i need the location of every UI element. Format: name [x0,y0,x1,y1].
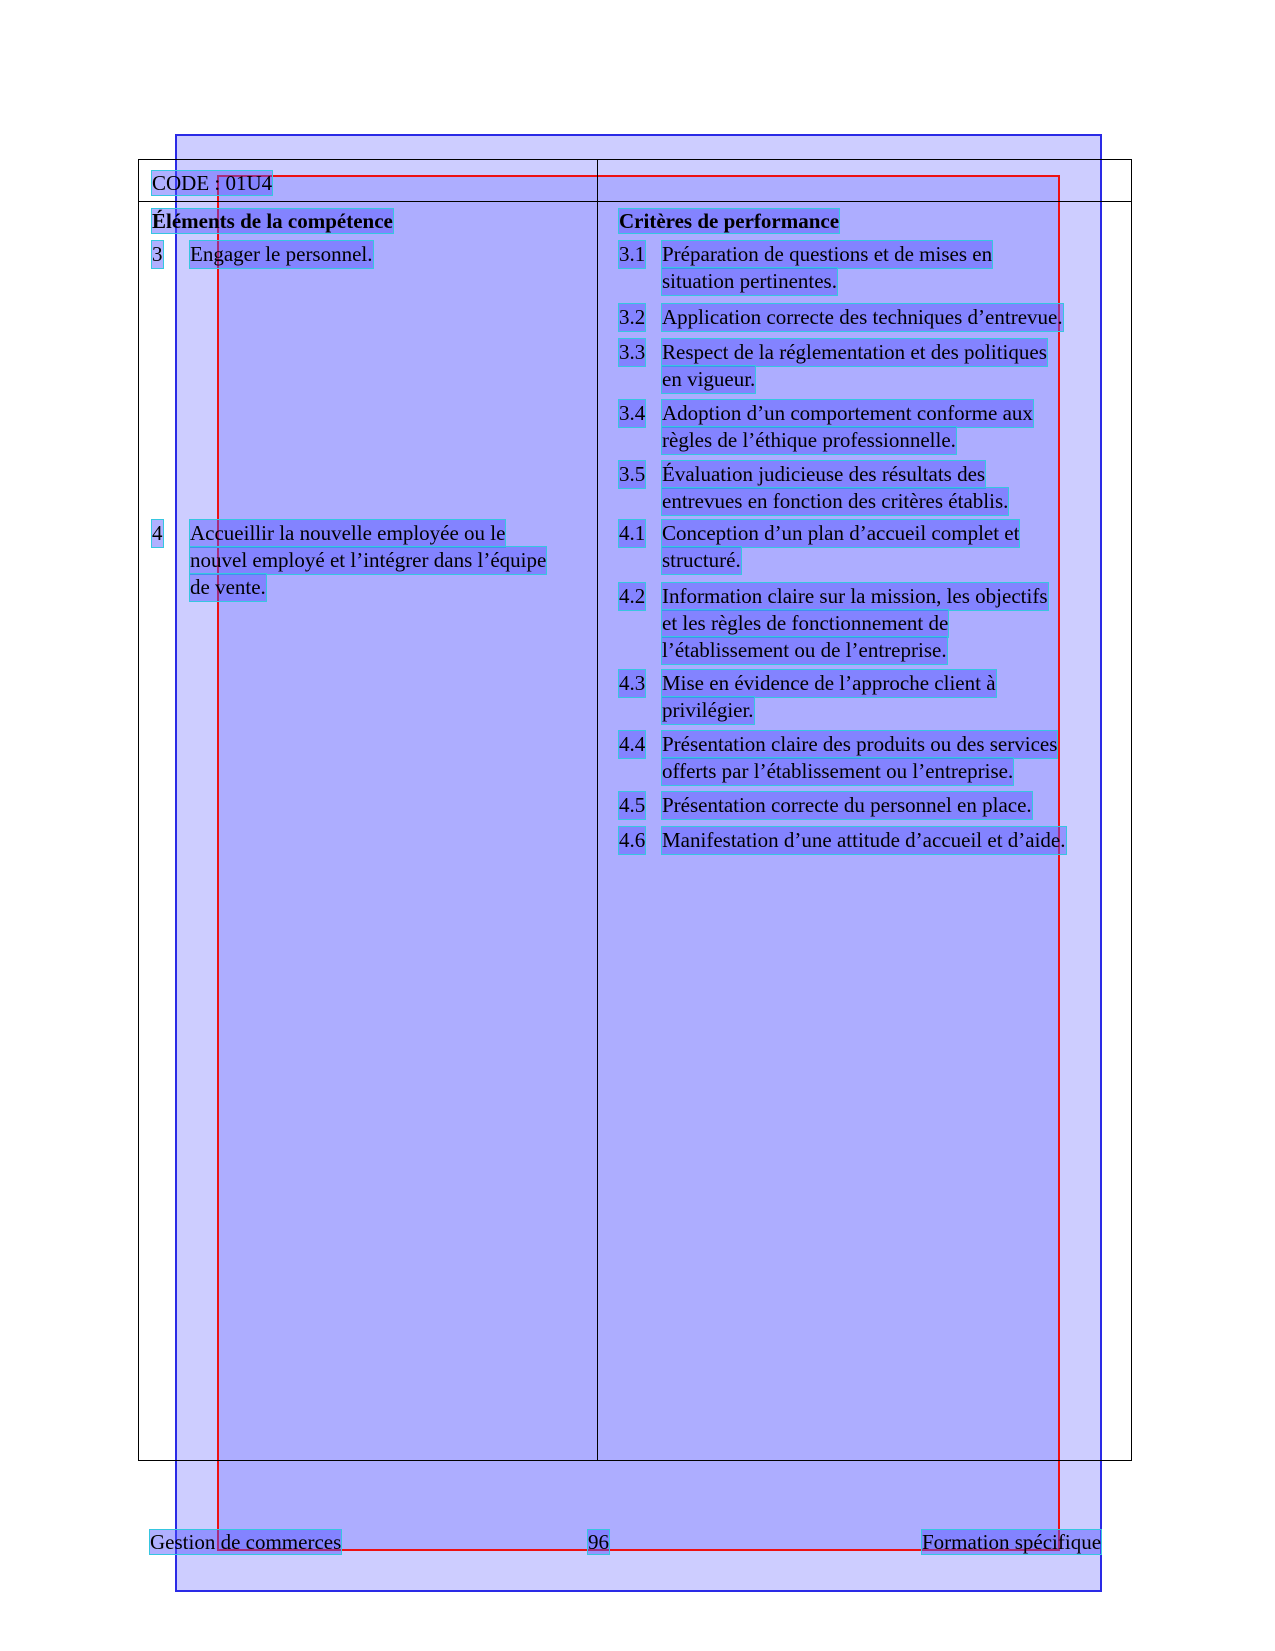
element-text: Accueillir la nouvelle employée ou le [190,521,506,545]
element-number: 3 [152,242,163,266]
elements-column-header: Éléments de la compétence [152,209,393,233]
competence-element-4 [152,520,592,604]
table-header-divider [138,201,1132,202]
element-text: Engager le personnel. [190,242,373,266]
element-number: 4 [152,521,163,545]
table-bottom-border [138,1460,1132,1461]
competence-element-3 [152,241,592,271]
table-right-border [1131,159,1132,1461]
table-column-divider [597,159,598,1461]
element-text: de vente. [190,575,266,599]
criteria-column-header: Critères de performance [619,209,840,233]
footer-right: Formation spécifique [922,1530,1102,1554]
footer-left: Gestion de commerces [150,1530,342,1554]
table-top-border [138,159,1132,160]
table-left-border [138,159,139,1461]
footer-page-number: 96 [588,1530,609,1554]
code-label: CODE : 01U4 [152,171,273,195]
element-text: nouvel employé et l’intégrer dans l’équipe [190,548,547,572]
